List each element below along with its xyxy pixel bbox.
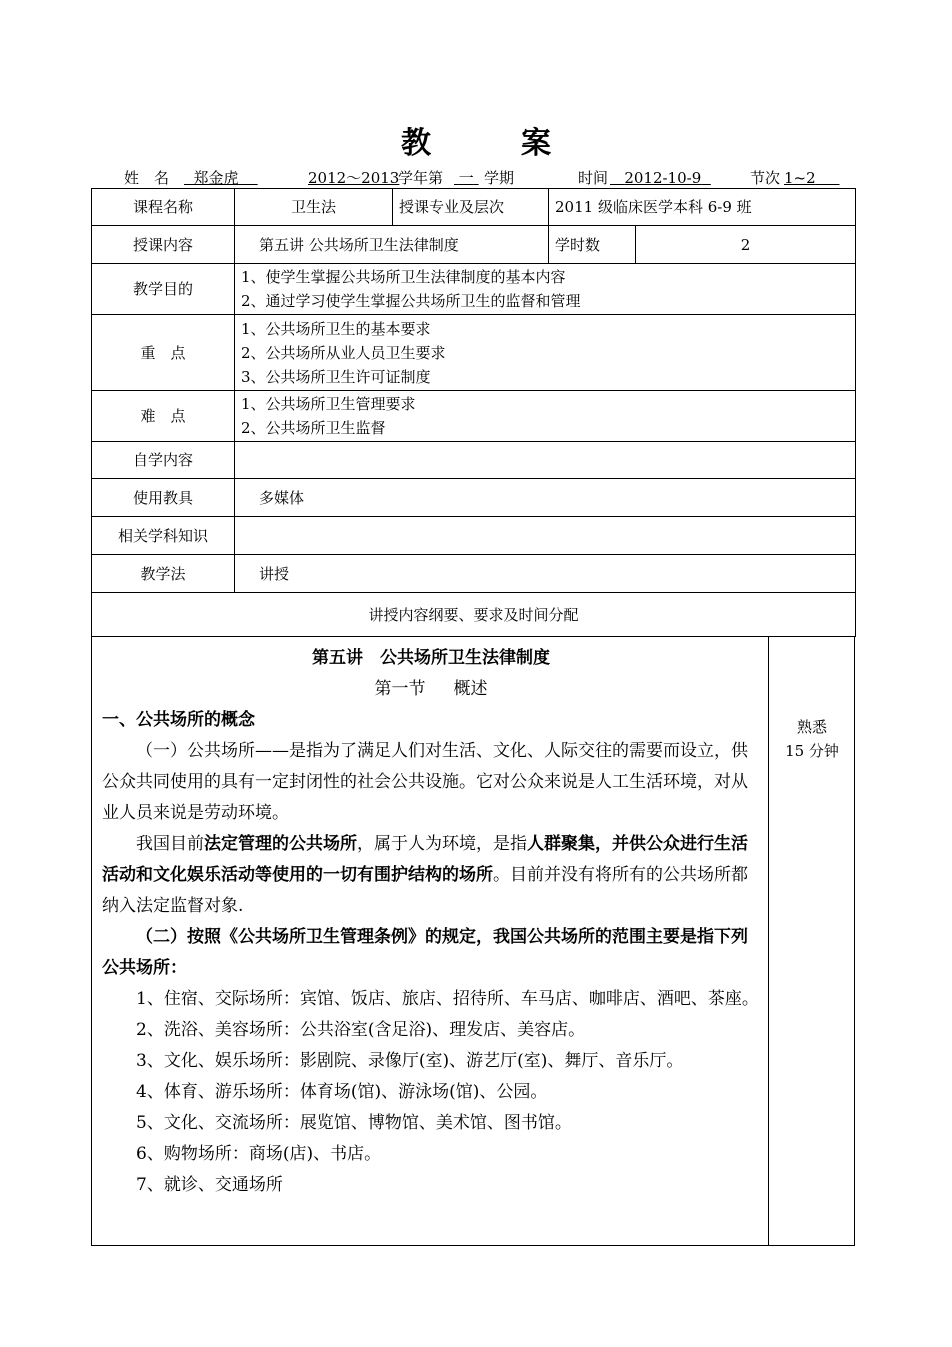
table-row: [92, 226, 856, 264]
table-row: [92, 442, 856, 479]
header-info: [92, 167, 854, 189]
list-item: 6、购物场所：商场(店)、书店。: [136, 1144, 382, 1164]
lecture-body: [92, 637, 769, 1245]
duration-note: 15 分钟: [785, 742, 839, 760]
time-label: 时间: [578, 169, 609, 187]
related-value: [235, 517, 856, 555]
text-run-bold: 人群聚集，并供公众进行生活活动和文化娱乐活动等使用的一切有围护结构的场所: [102, 834, 748, 885]
list-item: 1、住宿、交际场所：宾馆、饭店、旅店、招待所、车马店、咖啡店、酒吧、茶座。: [136, 989, 759, 1009]
table-row: [92, 264, 856, 315]
goal-label: 教学目的: [92, 264, 235, 315]
lecture-title: 第五讲 公共场所卫生法律制度: [312, 648, 550, 668]
table-row: [92, 391, 856, 442]
text-run: 。目前并没有将所有的公共场所都纳入法定监督对象.: [102, 865, 748, 916]
period-value: 1~2: [784, 169, 816, 187]
period-label: 节次: [750, 169, 781, 187]
goal-item: 1、使学生掌握公共场所卫生法律制度的基本内容: [241, 268, 566, 286]
list-item: 5、文化、交流场所：展览馆、博物馆、美术馆、图书馆。: [136, 1113, 572, 1133]
name-value: 郑金虎: [193, 169, 239, 187]
list-item: 7、就诊、交通场所: [136, 1175, 283, 1195]
requirement-note: 熟悉: [796, 718, 827, 736]
paragraph: （一）公共场所——是指为了满足人们对生活、文化、人际交往的需要而设立，供公众共同使用的具有一定封闭性的社会公共设施。它对公众来说是人工生活环境，对从业人员来说是劳动环境。: [102, 741, 748, 823]
difficulty-label: 难 点: [92, 391, 235, 442]
time-value: 2012-10-9: [624, 169, 702, 187]
self-study-value: [235, 442, 856, 479]
key-item: 3、公共场所卫生许可证制度: [241, 367, 431, 386]
text-run-bold: 法定管理的公共场所: [204, 834, 357, 854]
year-range: 2012～2013: [308, 169, 400, 187]
list-item: 2、洗浴、美容场所：公共浴室(含足浴)、理发店、美容店。: [136, 1020, 586, 1040]
table-row: [92, 189, 856, 226]
outline-header: 讲授内容纲要、要求及时间分配: [92, 593, 856, 637]
paragraph: [102, 829, 760, 922]
table-row: [92, 479, 856, 517]
table-row: [92, 315, 856, 391]
related-label: 相关学科知识: [92, 517, 235, 555]
list-item: 4、体育、游乐场所：体育场(馆)、游泳场(馆)、公园。: [136, 1082, 548, 1102]
lecture-content: [91, 636, 855, 1246]
key-label: 重 点: [92, 315, 235, 391]
course-value: 卫生法: [235, 189, 393, 226]
heading-scope: （二）按照《公共场所卫生管理条例》的规定，我国公共场所的范围主要是指下列公共场所：: [102, 927, 748, 978]
major-value: 2011 级临床医学本科 6-9 班: [549, 189, 856, 226]
key-item: 2、公共场所从业人员卫生要求: [241, 343, 446, 362]
heading-concept: 一、公共场所的概念: [102, 710, 255, 730]
tools-value: 多媒体: [235, 479, 856, 517]
content-value: 第五讲 公共场所卫生法律制度: [235, 226, 549, 264]
difficulty-item: 1、公共场所卫生管理要求: [241, 395, 416, 413]
section-number: 第一节: [374, 679, 426, 699]
lesson-meta-table: [91, 188, 856, 637]
semester-value: 一: [458, 169, 474, 187]
table-row: [92, 593, 856, 637]
time-allocation: [769, 715, 855, 763]
text-run: ，属于人为环境，是指: [357, 834, 527, 854]
goal-list: [235, 264, 856, 315]
hours-label: 学时数: [549, 226, 636, 264]
table-row: [92, 555, 856, 593]
content-label: 授课内容: [92, 226, 235, 264]
difficulty-list: [235, 391, 856, 442]
major-label: 授课专业及层次: [393, 189, 549, 226]
goal-item: 2、通过学习使学生掌握公共场所卫生的监督和管理: [241, 292, 581, 310]
section-name: 概述: [453, 679, 488, 699]
difficulty-item: 2、公共场所卫生监督: [241, 419, 386, 437]
year-text: 学年第: [398, 169, 444, 187]
method-value: 讲授: [235, 555, 856, 593]
hours-value: 2: [636, 226, 856, 264]
key-list: [235, 315, 856, 391]
self-study-label: 自学内容: [92, 442, 235, 479]
page-title: 教案: [401, 126, 641, 161]
table-row: [92, 517, 856, 555]
key-item: 1、公共场所卫生的基本要求: [241, 319, 431, 338]
list-item: 3、文化、娱乐场所：影剧院、录像厅(室)、游艺厅(室)、舞厅、音乐厅。: [136, 1051, 684, 1071]
course-label: 课程名称: [92, 189, 235, 226]
tools-label: 使用教具: [92, 479, 235, 517]
section-title: [102, 674, 760, 705]
name-label: 姓 名: [124, 169, 170, 187]
semester-text: 学期: [484, 169, 515, 187]
method-label: 教学法: [92, 555, 235, 593]
text-run: 我国目前: [136, 834, 204, 854]
